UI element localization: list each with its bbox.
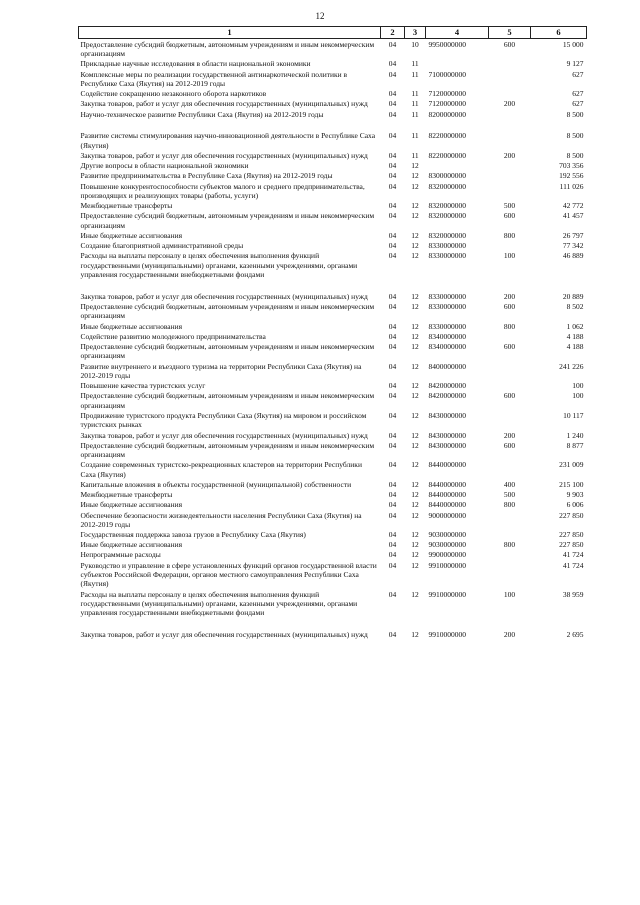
- row-name: Руководство и управление в сфере установленных функций органов государственной власти субъектов Российской Федерации, органов местного самоуправления Республики Саха (Якутия): [80, 560, 377, 589]
- row-section: 04: [388, 550, 397, 560]
- row-section: 04: [388, 430, 397, 440]
- row-target-article: 9030000000: [428, 530, 466, 540]
- row-subsection: 11: [411, 89, 419, 99]
- row-amount: 9 127: [566, 59, 584, 69]
- row-amount: 6 006: [566, 500, 584, 510]
- row-subsection: 12: [411, 560, 419, 570]
- row-subsection: 12: [411, 510, 419, 520]
- row-subsection: 11: [411, 99, 419, 109]
- row-expense-type: [489, 59, 531, 69]
- row-name: Иные бюджетные ассигнования: [80, 230, 183, 240]
- table-row: [79, 151, 587, 161]
- row-subsection: 11: [411, 69, 419, 79]
- row-name: Закупка товаров, работ и услуг для обеспечения государственных (муниципальных) нужд: [80, 430, 368, 440]
- row-section: 04: [388, 131, 397, 141]
- row-expense-type: [489, 161, 531, 171]
- row-target-article: 9900000000: [428, 550, 466, 560]
- row-subsection: 11: [411, 150, 419, 160]
- row-subsection: 12: [411, 181, 419, 191]
- row-subsection: 12: [411, 241, 419, 251]
- table-row: [79, 540, 587, 550]
- row-section: 04: [388, 171, 397, 181]
- row-target-article: 8430000000: [428, 430, 466, 440]
- row-name: Государственная поддержка завоза грузов в Республику Саха (Якутия): [80, 530, 306, 540]
- row-section: 04: [388, 560, 397, 570]
- row-amount: 227 850: [559, 530, 584, 540]
- row-name: Предоставление субсидий бюджетным, автономным учреждениям и иным некоммерческим организациям: [80, 440, 375, 460]
- row-subsection: 12: [411, 342, 419, 352]
- row-name: Предоставление субсидий бюджетным, автономным учреждениям и иным некоммерческим организациям: [80, 211, 375, 230]
- row-amount: 41 724: [562, 550, 584, 560]
- row-section: 04: [388, 211, 397, 221]
- row-subsection: 12: [411, 381, 419, 391]
- row-target-article: 8330000000: [428, 251, 466, 261]
- table-row: [79, 589, 587, 630]
- table-row: [79, 211, 587, 231]
- row-section: 04: [388, 241, 397, 251]
- row-amount: 2 695: [566, 630, 584, 640]
- row-name: Научно-техническое развитие Республики Саха (Якутия) на 2012-2019 годы: [80, 109, 324, 119]
- table-row: [79, 230, 587, 240]
- row-section: 04: [388, 150, 397, 160]
- row-amount: 42 772: [562, 201, 584, 211]
- row-expense-type: 200: [503, 630, 516, 640]
- row-section: 04: [388, 589, 397, 599]
- table-row: [79, 490, 587, 500]
- row-target-article: 9950000000: [428, 39, 466, 49]
- row-subsection: 12: [411, 430, 419, 440]
- row-name: Закупка товаров, работ и услуг для обеспечения государственных (муниципальных) нужд: [80, 291, 368, 301]
- row-amount: 192 556: [559, 171, 584, 181]
- row-section: 04: [388, 331, 397, 341]
- row-section: 04: [388, 230, 397, 240]
- row-amount: 46 889: [562, 251, 584, 261]
- row-target-article: 9000000000: [428, 510, 466, 520]
- row-expense-type: [489, 69, 531, 89]
- row-expense-type: [489, 460, 531, 480]
- row-target-article: 8320000000: [428, 230, 466, 240]
- row-expense-type: [489, 331, 531, 341]
- row-name: Закупка товаров, работ и услуг для обеспечения государственных (муниципальных) нужд: [80, 630, 368, 640]
- row-section: 04: [388, 391, 397, 401]
- row-expense-type: [489, 89, 531, 99]
- row-subsection: 10: [411, 39, 419, 49]
- row-section: 04: [388, 201, 397, 211]
- row-expense-type: [489, 411, 531, 431]
- row-name: Непрограммные расходы: [80, 550, 161, 560]
- row-name: Предоставление субсидий бюджетным, автономным учреждениям и иным некоммерческим организациям: [80, 391, 375, 410]
- row-target-article: 8440000000: [428, 479, 466, 489]
- table-row: [79, 411, 587, 431]
- row-amount: 8 502: [566, 302, 584, 312]
- header-col-2: 2: [381, 27, 405, 39]
- row-name: Предоставление субсидий бюджетным, автономным учреждениям и иным некоммерческим организациям: [80, 302, 375, 321]
- row-amount: 231 009: [559, 460, 584, 470]
- table-header-row: [79, 27, 587, 39]
- row-expense-type: 800: [503, 230, 516, 240]
- row-section: 04: [388, 440, 397, 450]
- row-subsection: 12: [411, 460, 419, 470]
- row-section: 04: [388, 302, 397, 312]
- row-expense-type: 600: [503, 342, 516, 352]
- row-target-article: 8440000000: [428, 500, 466, 510]
- row-amount: 215 100: [559, 479, 584, 489]
- header-col-4: 4: [426, 27, 489, 39]
- row-target-article: 8330000000: [428, 291, 466, 301]
- row-target-article: 8320000000: [428, 211, 466, 221]
- row-subsection: 12: [411, 291, 419, 301]
- row-section: 04: [388, 69, 397, 79]
- row-section: 04: [388, 89, 397, 99]
- row-subsection: 12: [411, 251, 419, 261]
- row-amount: 15 000: [562, 39, 584, 49]
- row-amount: 111 026: [559, 181, 584, 191]
- row-amount: 227 850: [559, 540, 584, 550]
- row-section: 04: [388, 479, 397, 489]
- row-amount: 4 188: [566, 331, 584, 341]
- table-row: [79, 460, 587, 480]
- header-col-6: 6: [531, 27, 587, 39]
- row-amount: 77 342: [562, 241, 584, 251]
- row-target-article: [426, 161, 489, 171]
- row-name: Создание современных туристско-рекреационных кластеров на территории Республики Саха (Якутия): [80, 460, 362, 479]
- row-expense-type: 200: [503, 430, 516, 440]
- row-amount: 627: [572, 99, 584, 109]
- table-row: [79, 530, 587, 540]
- row-name: Продвижение туристского продукта Республики Саха (Якутия) на мировом и российском туристских рынках: [80, 410, 367, 430]
- row-section: 04: [388, 181, 397, 191]
- row-target-article: 8320000000: [428, 201, 466, 211]
- row-subsection: 12: [411, 540, 419, 550]
- row-expense-type: 200: [503, 99, 516, 109]
- row-name: Межбюджетные трансферты: [80, 490, 173, 500]
- table-row: [79, 171, 587, 181]
- row-amount: 8 500: [566, 131, 584, 141]
- row-section: 04: [388, 342, 397, 352]
- row-subsection: 12: [411, 211, 419, 221]
- row-amount: 100: [572, 391, 584, 401]
- row-target-article: 8200000000: [428, 109, 466, 119]
- table-row: [79, 430, 587, 440]
- table-row: [79, 361, 587, 381]
- row-expense-type: 100: [503, 251, 516, 261]
- row-name: Повышение конкурентоспособности субъектов малого и среднего предпринимательства, производящих и реализующих товары (работы, услуги): [80, 181, 365, 200]
- row-target-article: 9910000000: [428, 560, 466, 570]
- row-target-article: 8330000000: [428, 302, 466, 312]
- row-name: Создание благоприятной административной среды: [80, 241, 244, 251]
- row-amount: 627: [572, 69, 584, 79]
- row-name: Расходы на выплаты персоналу в целях обеспечения выполнения функций государственными (муниципальными) органами, казенными учреждениями, органами управления государственными внебюджетными фондами: [80, 251, 358, 280]
- row-amount: 8 500: [566, 150, 584, 160]
- budget-table: [78, 26, 587, 640]
- row-name: Иные бюджетные ассигнования: [80, 321, 183, 331]
- table-row: [79, 99, 587, 109]
- row-amount: 1 062: [566, 321, 584, 331]
- row-name: Капитальные вложения в объекты государственной (муниципальной) собственности: [80, 479, 352, 489]
- row-name: Развитие системы стимулирования научно-инновационной деятельности в Республике Саха (Якутия): [80, 131, 376, 150]
- table-row: [79, 89, 587, 99]
- row-amount: 10 117: [563, 410, 584, 420]
- row-expense-type: [489, 131, 531, 151]
- row-subsection: 12: [411, 440, 419, 450]
- table-row: [79, 201, 587, 211]
- table-row: [79, 550, 587, 560]
- row-subsection: 12: [411, 361, 419, 371]
- row-target-article: [426, 59, 489, 69]
- row-expense-type: 500: [503, 490, 516, 500]
- row-amount: 8 500: [566, 109, 584, 119]
- row-section: 04: [388, 291, 397, 301]
- row-section: 04: [388, 39, 397, 49]
- table-row: [79, 69, 587, 89]
- row-section: 04: [388, 500, 397, 510]
- header-col-1: 1: [79, 27, 381, 39]
- row-expense-type: [489, 560, 531, 589]
- row-target-article: 8440000000: [428, 490, 466, 500]
- row-name: Обеспечение безопасности жизнедеятельности населения Республики Саха (Якутия) на 2012-2019 годы: [80, 510, 362, 529]
- row-expense-type: 600: [503, 211, 516, 221]
- table-row: [79, 39, 587, 59]
- row-target-article: 8220000000: [428, 150, 466, 160]
- row-section: 04: [388, 59, 397, 69]
- row-subsection: 12: [411, 171, 419, 181]
- table-row: [79, 500, 587, 510]
- row-amount: 227 850: [559, 510, 584, 520]
- row-name: Повышение качества туристских услуг: [80, 381, 206, 391]
- row-amount: 38 959: [562, 589, 584, 599]
- row-target-article: 8330000000: [428, 321, 466, 331]
- row-section: 04: [388, 109, 397, 119]
- row-section: 04: [388, 381, 397, 391]
- table-row: [79, 510, 587, 530]
- row-amount: 8 877: [566, 440, 584, 450]
- table-row: [79, 342, 587, 362]
- row-section: 04: [388, 321, 397, 331]
- table-row: [79, 251, 587, 292]
- table-row: [79, 241, 587, 251]
- row-expense-type: [489, 241, 531, 251]
- header-col-3: 3: [405, 27, 426, 39]
- header-col-5: 5: [489, 27, 531, 39]
- row-section: 04: [388, 540, 397, 550]
- row-expense-type: 600: [503, 440, 516, 450]
- row-target-article: 9910000000: [428, 630, 466, 640]
- row-expense-type: 200: [503, 150, 516, 160]
- row-expense-type: 800: [503, 500, 516, 510]
- row-target-article: 8220000000: [428, 131, 466, 141]
- row-expense-type: [489, 361, 531, 381]
- table-row: [79, 161, 587, 171]
- row-name: Содействие сокращению незаконного оборота наркотиков: [80, 89, 267, 99]
- row-section: 04: [388, 530, 397, 540]
- table-row: [79, 381, 587, 391]
- row-section: 04: [388, 410, 397, 420]
- row-amount: 20 889: [562, 291, 584, 301]
- row-amount: 100: [572, 381, 584, 391]
- row-amount: 4 188: [566, 342, 584, 352]
- row-target-article: 8340000000: [428, 331, 466, 341]
- row-name: Закупка товаров, работ и услуг для обеспечения государственных (муниципальных) нужд: [80, 150, 368, 160]
- row-expense-type: [489, 530, 531, 540]
- row-section: 04: [388, 490, 397, 500]
- row-target-article: 9910000000: [428, 589, 466, 599]
- row-section: 04: [388, 361, 397, 371]
- row-expense-type: 600: [503, 391, 516, 401]
- row-subsection: 12: [411, 630, 419, 640]
- table-row: [79, 181, 587, 201]
- row-subsection: 12: [411, 500, 419, 510]
- row-subsection: 11: [411, 109, 419, 119]
- row-amount: 41 457: [562, 211, 584, 221]
- row-section: 04: [388, 251, 397, 261]
- row-target-article: 8320000000: [428, 181, 466, 191]
- table-row: [79, 331, 587, 341]
- row-expense-type: [489, 550, 531, 560]
- row-subsection: 12: [411, 321, 419, 331]
- row-target-article: 8430000000: [428, 440, 466, 450]
- row-name: Комплексные меры по реализации государственной антинаркотической политики в Республике Саха (Якутия) на 2012-2019 годы: [80, 69, 348, 88]
- row-name: Предоставление субсидий бюджетным, автономным учреждениям и иным некоммерческим организациям: [80, 39, 375, 59]
- table-row: [79, 291, 587, 301]
- row-subsection: 12: [411, 490, 419, 500]
- row-name: Межбюджетные трансферты: [80, 201, 173, 211]
- row-expense-type: [489, 381, 531, 391]
- row-amount: 241 226: [559, 361, 584, 371]
- row-section: 04: [388, 161, 397, 171]
- row-subsection: 12: [411, 331, 419, 341]
- row-subsection: 12: [411, 302, 419, 312]
- row-expense-type: 600: [503, 302, 516, 312]
- row-name: Иные бюджетные ассигнования: [80, 500, 183, 510]
- row-subsection: 12: [411, 550, 419, 560]
- row-section: 04: [388, 630, 397, 640]
- row-amount: 26 797: [562, 230, 584, 240]
- table-row: [79, 302, 587, 322]
- table-row: [79, 59, 587, 69]
- row-target-article: 8440000000: [428, 460, 466, 470]
- row-subsection: 11: [411, 59, 419, 69]
- row-name: Предоставление субсидий бюджетным, автономным учреждениям и иным некоммерческим организациям: [80, 342, 375, 361]
- row-amount: 1 240: [566, 430, 584, 440]
- row-expense-type: [489, 181, 531, 201]
- row-target-article: 7120000000: [428, 99, 466, 109]
- row-target-article: 8330000000: [428, 241, 466, 251]
- row-expense-type: 800: [503, 321, 516, 331]
- row-subsection: 12: [411, 589, 419, 599]
- row-section: 04: [388, 99, 397, 109]
- row-expense-type: 600: [503, 39, 516, 49]
- row-name: Иные бюджетные ассигнования: [80, 540, 183, 550]
- row-subsection: 12: [411, 479, 419, 489]
- row-expense-type: 500: [503, 201, 516, 211]
- row-subsection: 12: [411, 391, 419, 401]
- row-target-article: 8300000000: [428, 171, 466, 181]
- row-target-article: 7100000000: [428, 69, 466, 79]
- row-expense-type: [489, 510, 531, 530]
- row-subsection: 12: [411, 410, 419, 420]
- table-row: [79, 440, 587, 460]
- row-name: Развитие предпринимательства в Республике Саха (Якутия) на 2012-2019 годы: [80, 171, 333, 181]
- row-expense-type: 800: [503, 540, 516, 550]
- row-name: Прикладные научные исследования в области национальной экономики: [80, 59, 311, 69]
- row-subsection: 11: [411, 131, 419, 141]
- row-amount: 703 356: [559, 161, 584, 171]
- row-name: Содействие развитию молодежного предпринимательства: [80, 331, 266, 341]
- row-subsection: 12: [411, 161, 419, 171]
- row-name: Расходы на выплаты персоналу в целях обеспечения выполнения функций государственными (муниципальными) органами, казенными учреждениями, органами управления государственными внебюджетными фондами: [80, 589, 358, 618]
- row-target-article: 7120000000: [428, 89, 466, 99]
- row-amount: 627: [572, 89, 584, 99]
- row-subsection: 12: [411, 230, 419, 240]
- table-row: [79, 480, 587, 490]
- row-expense-type: [489, 109, 531, 131]
- row-target-article: 8400000000: [428, 361, 466, 371]
- row-target-article: 8420000000: [428, 381, 466, 391]
- row-target-article: 8340000000: [428, 342, 466, 352]
- row-amount: 41 724: [562, 560, 584, 570]
- table-row: [79, 109, 587, 131]
- table-row: [79, 560, 587, 589]
- row-amount: 9 903: [566, 490, 584, 500]
- table-row: [79, 321, 587, 331]
- row-name: Другие вопросы в области национальной экономики: [80, 161, 249, 171]
- table-row: [79, 630, 587, 640]
- row-subsection: 12: [411, 530, 419, 540]
- row-expense-type: 400: [503, 479, 516, 489]
- row-expense-type: 200: [503, 291, 516, 301]
- row-expense-type: [489, 171, 531, 181]
- row-expense-type: 100: [503, 589, 516, 599]
- page-number: 12: [315, 11, 325, 21]
- table-row: [79, 131, 587, 151]
- table-row: [79, 391, 587, 411]
- row-target-article: 8420000000: [428, 391, 466, 401]
- row-section: 04: [388, 460, 397, 470]
- row-section: 04: [388, 510, 397, 520]
- row-subsection: 12: [411, 201, 419, 211]
- row-target-article: 8430000000: [428, 410, 466, 420]
- row-target-article: 9030000000: [428, 540, 466, 550]
- row-name: Закупка товаров, работ и услуг для обеспечения государственных (муниципальных) нужд: [80, 99, 368, 109]
- row-name: Развитие внутреннего и въездного туризма на территории Республики Саха (Якутия) на 2012-2019 годы: [80, 361, 362, 381]
